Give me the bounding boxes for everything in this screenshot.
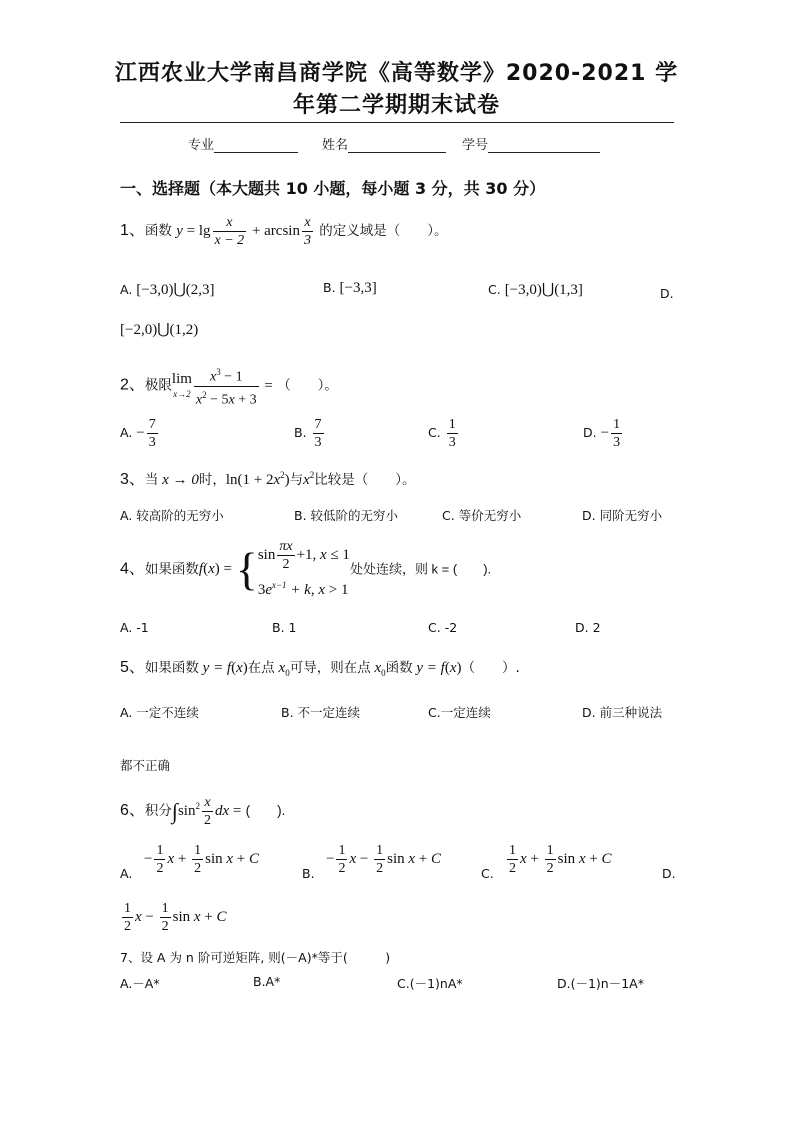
question-5: 5、如果函数 y = f(x)在点 $x_0$可导，则在点 $x_0$函数 y = f(x)（ ）.: [120, 659, 520, 678]
name-label: 姓名: [322, 138, 349, 153]
q1-formula: y = lg $\frac{x}{x - 2}$ + arcsin $\frac{x}{3}$: [176, 215, 311, 248]
q2-option-a[interactable]: A. − $\frac{7}{3}$: [120, 417, 156, 450]
q7-option-c[interactable]: C.(－1)nA*: [397, 976, 463, 991]
q3-option-a[interactable]: A. 较高阶的无穷小: [120, 508, 224, 523]
q4-option-b[interactable]: B. 1: [272, 620, 297, 635]
q3-option-b[interactable]: B. 较低阶的无穷小: [294, 508, 399, 523]
major-label: 专业: [188, 138, 215, 153]
name-field[interactable]: [322, 134, 446, 153]
q7-option-d[interactable]: D.(－1)n－1A*: [557, 976, 644, 991]
q6-option-c-value[interactable]: $\frac{1}{2}$ x + $\frac{1}{2}$ sin x + C: [509, 843, 612, 876]
q5-option-a[interactable]: A. 一定不连续: [120, 705, 199, 720]
q7-option-b[interactable]: B.A*: [253, 974, 281, 989]
q2-option-d[interactable]: D. − $\frac{1}{3}$: [583, 417, 621, 450]
q6-integral: $\int\sin^2$ $\frac{x}{2}$ dx =: [171, 795, 242, 828]
q6-option-d-value[interactable]: $\frac{1}{2}$ x − $\frac{1}{2}$ sin x + C: [124, 901, 227, 934]
q3-option-d[interactable]: D. 同阶无穷小: [582, 508, 663, 523]
q6-number: 6、: [120, 801, 145, 819]
q1-option-b[interactable]: B. [−3,3]: [323, 280, 377, 296]
q5-option-b[interactable]: B. 不一定连续: [281, 705, 361, 720]
q1-option-c[interactable]: C. [−3,0)⋃(1,3]: [488, 282, 583, 298]
q4-option-a[interactable]: A. -1: [120, 620, 149, 635]
major-field[interactable]: [188, 134, 298, 153]
q2-number: 2、: [120, 376, 145, 394]
q3-number: 3、: [120, 471, 145, 488]
q7-option-a[interactable]: A.－A*: [120, 976, 160, 991]
q6-option-a-value[interactable]: − $\frac{1}{2}$ x + $\frac{1}{2}$ sin x + C: [144, 843, 260, 876]
q5-option-d-wrap[interactable]: 都不正确: [120, 758, 171, 773]
q2-formula: lim x→2 $\frac{x^3 - 1}{x^2 - 5x + 3}$ =: [172, 378, 273, 394]
exam-title-line2: 年第二学期期末试卷: [292, 93, 500, 118]
q3-option-c[interactable]: C. 等价无穷小: [442, 508, 522, 523]
q5-option-d[interactable]: D. 前三种说法: [582, 705, 663, 720]
q1-option-d-label[interactable]: D.: [660, 286, 674, 301]
q2-lead: 极限: [144, 377, 172, 394]
q2-option-c[interactable]: C. $\frac{1}{3}$: [428, 417, 456, 450]
q4-piecewise: f(x) = { sin $\frac{\pi x}{2}$ +1, x ≤ 1 $3e^{x-1} + k$, x > 1: [198, 539, 350, 598]
exam-title-line1: 江西农业大学南昌商学院《高等数学》2020-2021 学: [114, 61, 679, 86]
q4-option-d[interactable]: D. 2: [575, 620, 601, 635]
q2-option-b[interactable]: B. $\frac{7}{3}$: [294, 417, 322, 450]
q1-option-a[interactable]: A. [−3,0)⋃(2,3]: [120, 282, 215, 298]
question-7: 7、设 A 为 n 阶可逆矩阵, 则(－A)*等于( ): [120, 950, 391, 965]
question-6: 6、积分$\int\sin^2$ $\frac{x}{2}$ dx = ( ).: [120, 795, 286, 828]
q1-option-d-value[interactable]: [−2,0)⋃(1,2): [120, 322, 199, 338]
q6-option-b-label[interactable]: B.: [302, 866, 315, 881]
q4-option-c[interactable]: C. -2: [428, 620, 458, 635]
q6-option-a-label[interactable]: A.: [120, 866, 133, 881]
question-3: 3、当 x → 0时，$\ln(1 + 2x^2)$与$x^2$比较是（ ）。: [120, 470, 416, 488]
q5-option-c[interactable]: C.一定连续: [428, 705, 491, 720]
section-heading: 一、选择题（本大题共 10 小题，每小题 3 分，共 30 分）: [120, 179, 546, 198]
question-4: 4、如果函数f(x) = { sin $\frac{\pi x}{2}$ +1, x ≤ 1 $3e^{x-1} + k$, x > 1 处处连续，则 k = ( ).: [120, 539, 492, 598]
q6-option-d-label[interactable]: D.: [662, 866, 676, 881]
major-blank[interactable]: [214, 138, 298, 153]
q2-tail: （ ）。: [277, 377, 338, 394]
student-id-blank[interactable]: [488, 138, 600, 153]
q5-number: 5、: [120, 659, 145, 676]
q4-number: 4、: [120, 560, 145, 578]
q1-lead: 函数: [144, 222, 172, 239]
q1-number: 1、: [120, 221, 145, 239]
student-id-field[interactable]: [462, 134, 600, 153]
student-id-label: 学号: [462, 138, 489, 153]
q6-option-c-label[interactable]: C.: [481, 866, 494, 881]
name-blank[interactable]: [348, 138, 446, 153]
title-divider: [120, 122, 674, 123]
question-1: [120, 214, 448, 249]
q6-option-b-value[interactable]: − $\frac{1}{2}$ x − $\frac{1}{2}$ sin x + C: [326, 843, 442, 876]
q1-tail: 的定义域是（ ）。: [319, 222, 448, 239]
question-2: [120, 364, 338, 408]
